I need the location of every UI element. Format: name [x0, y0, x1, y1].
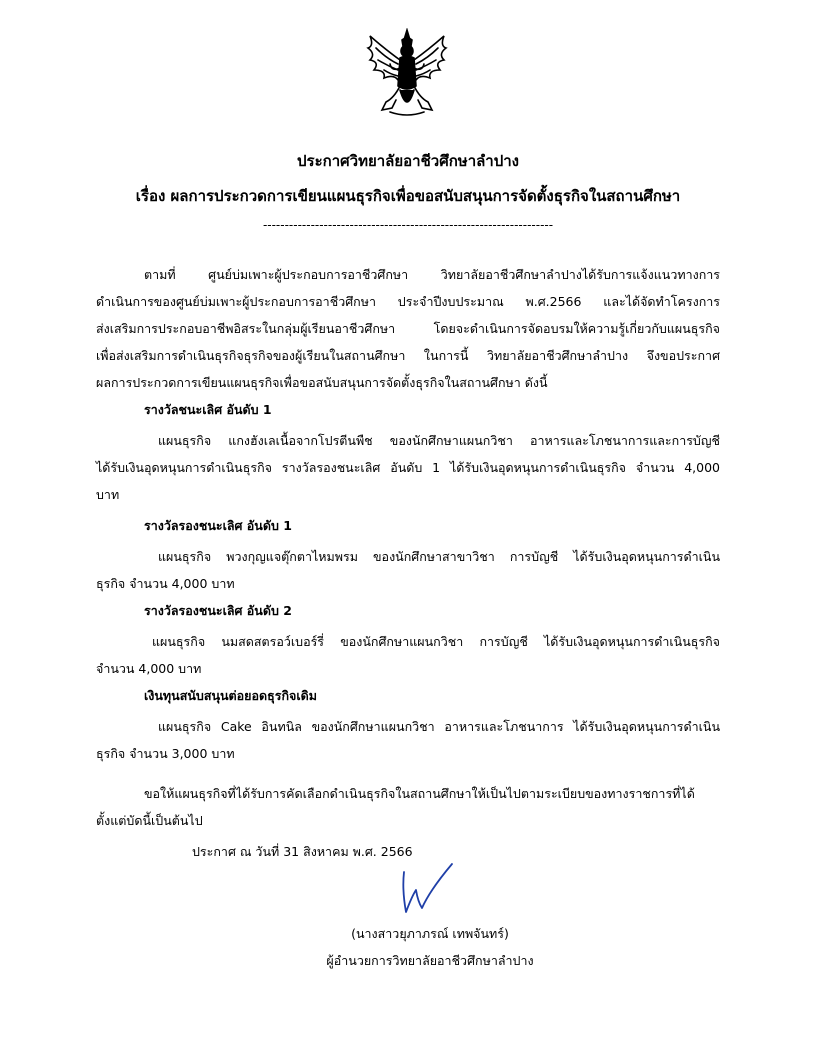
intro-line: เพื่อส่งเสริมการดำเนินธุรกิจธุรกิจของผู้เรียนในสถานศึกษา ในการนี้ วิทยาลัยอาชีวศึกษาลำปาง จึงขอประกาศ	[96, 348, 720, 363]
award-line: แผนธุรกิจ นมสดสตรอว์เบอร์รี่ ของนักศึกษาแผนกวิชา การบัญชี ได้รับเงินอุดหนุนการดำเนินธุรกิจ	[152, 634, 720, 649]
signatory-name: (นางสาวยุภาภรณ์ เทพจันทร์)	[351, 926, 509, 941]
announcement-title: ประกาศวิทยาลัยอาชีวศึกษาลำปาง	[297, 152, 519, 170]
award-line: แผนธุรกิจ แกงฮังเลเนื้อจากโปรตีนพืช ของนักศึกษาแผนกวิชา อาหารและโภชนาการและการบัญชี	[158, 433, 720, 448]
award-line: แผนธุรกิจ พวงกุญแจตุ๊กตาไหมพรม ของนักศึกษาสาขาวิชา การบัญชี ได้รับเงินอุดหนุนการดำเนิน	[158, 549, 720, 564]
closing-line: ตั้งแต่บัดนี้เป็นต้นไป	[96, 813, 203, 828]
date-line: ประกาศ ณ วันที่ 31 สิงหาคม พ.ศ. 2566	[192, 844, 413, 859]
award-heading: รางวัลรองชนะเลิศ อันดับ 1	[144, 518, 292, 533]
intro-line: ส่งเสริมการประกอบอาชีพอิสระในกลุ่มผู้เรียนอาชีวศึกษา โดยจะดำเนินการจัดอบรมให้ความรู้เกี่ยวกับแผนธุรกิจ	[96, 321, 720, 336]
intro-line: ตามที่ ศูนย์บ่มเพาะผู้ประกอบการอาชีวศึกษา วิทยาลัยอาชีวศึกษาลำปางได้รับการแจ้งแนวทางการ	[144, 267, 720, 282]
award-heading: เงินทุนสนับสนุนต่อยอดธุรกิจเดิม	[144, 688, 317, 703]
award-line: จำนวน 4,000 บาท	[96, 661, 202, 676]
garuda-emblem-icon	[360, 28, 454, 118]
signatory-position: ผู้อำนวยการวิทยาลัยอาชีวศึกษาลำปาง	[326, 953, 534, 968]
handwritten-signature	[396, 860, 456, 916]
award-heading: รางวัลรองชนะเลิศ อันดับ 2	[144, 603, 292, 618]
closing-line: ขอให้แผนธุรกิจที่ได้รับการคัดเลือกดำเนินธุรกิจในสถานศึกษาให้เป็นไปตามระเบียบของทางราชการที่ได้	[144, 786, 695, 801]
award-line: แผนธุรกิจ Cake อินทนิล ของนักศึกษาแผนกวิชา อาหารและโภชนาการ ได้รับเงินอุดหนุนการดำเนิน	[158, 719, 720, 734]
award-line: บาท	[96, 487, 120, 502]
award-heading: รางวัลชนะเลิศ อันดับ 1	[144, 402, 272, 417]
award-line: ธุรกิจ จำนวน 4,000 บาท	[96, 576, 235, 591]
award-line: ธุรกิจ จำนวน 3,000 บาท	[96, 746, 235, 761]
award-line: ได้รับเงินอุดหนุนการดำเนินธุรกิจ รางวัลรองชนะเลิศ อันดับ 1 ได้รับเงินอุดหนุนการดำเนินธุรกิจ จำนวน 4,000	[96, 460, 720, 475]
announcement-subject: เรื่อง ผลการประกวดการเขียนแผนธุรกิจเพื่อขอสนับสนุนการจัดตั้งธุรกิจในสถานศึกษา	[135, 187, 681, 205]
intro-line: ผลการประกวดการเขียนแผนธุรกิจเพื่อขอสนับสนุนการจัดตั้งธุรกิจในสถานศึกษา ดังนี้	[96, 375, 548, 390]
divider-line: -------------------------------------------------------------------	[262, 218, 554, 232]
intro-line: ดำเนินการของศูนย์บ่มเพาะผู้ประกอบการอาชีวศึกษา ประจำปีงบประมาณ พ.ศ.2566 และได้จัดทำโครงการ	[96, 294, 720, 309]
